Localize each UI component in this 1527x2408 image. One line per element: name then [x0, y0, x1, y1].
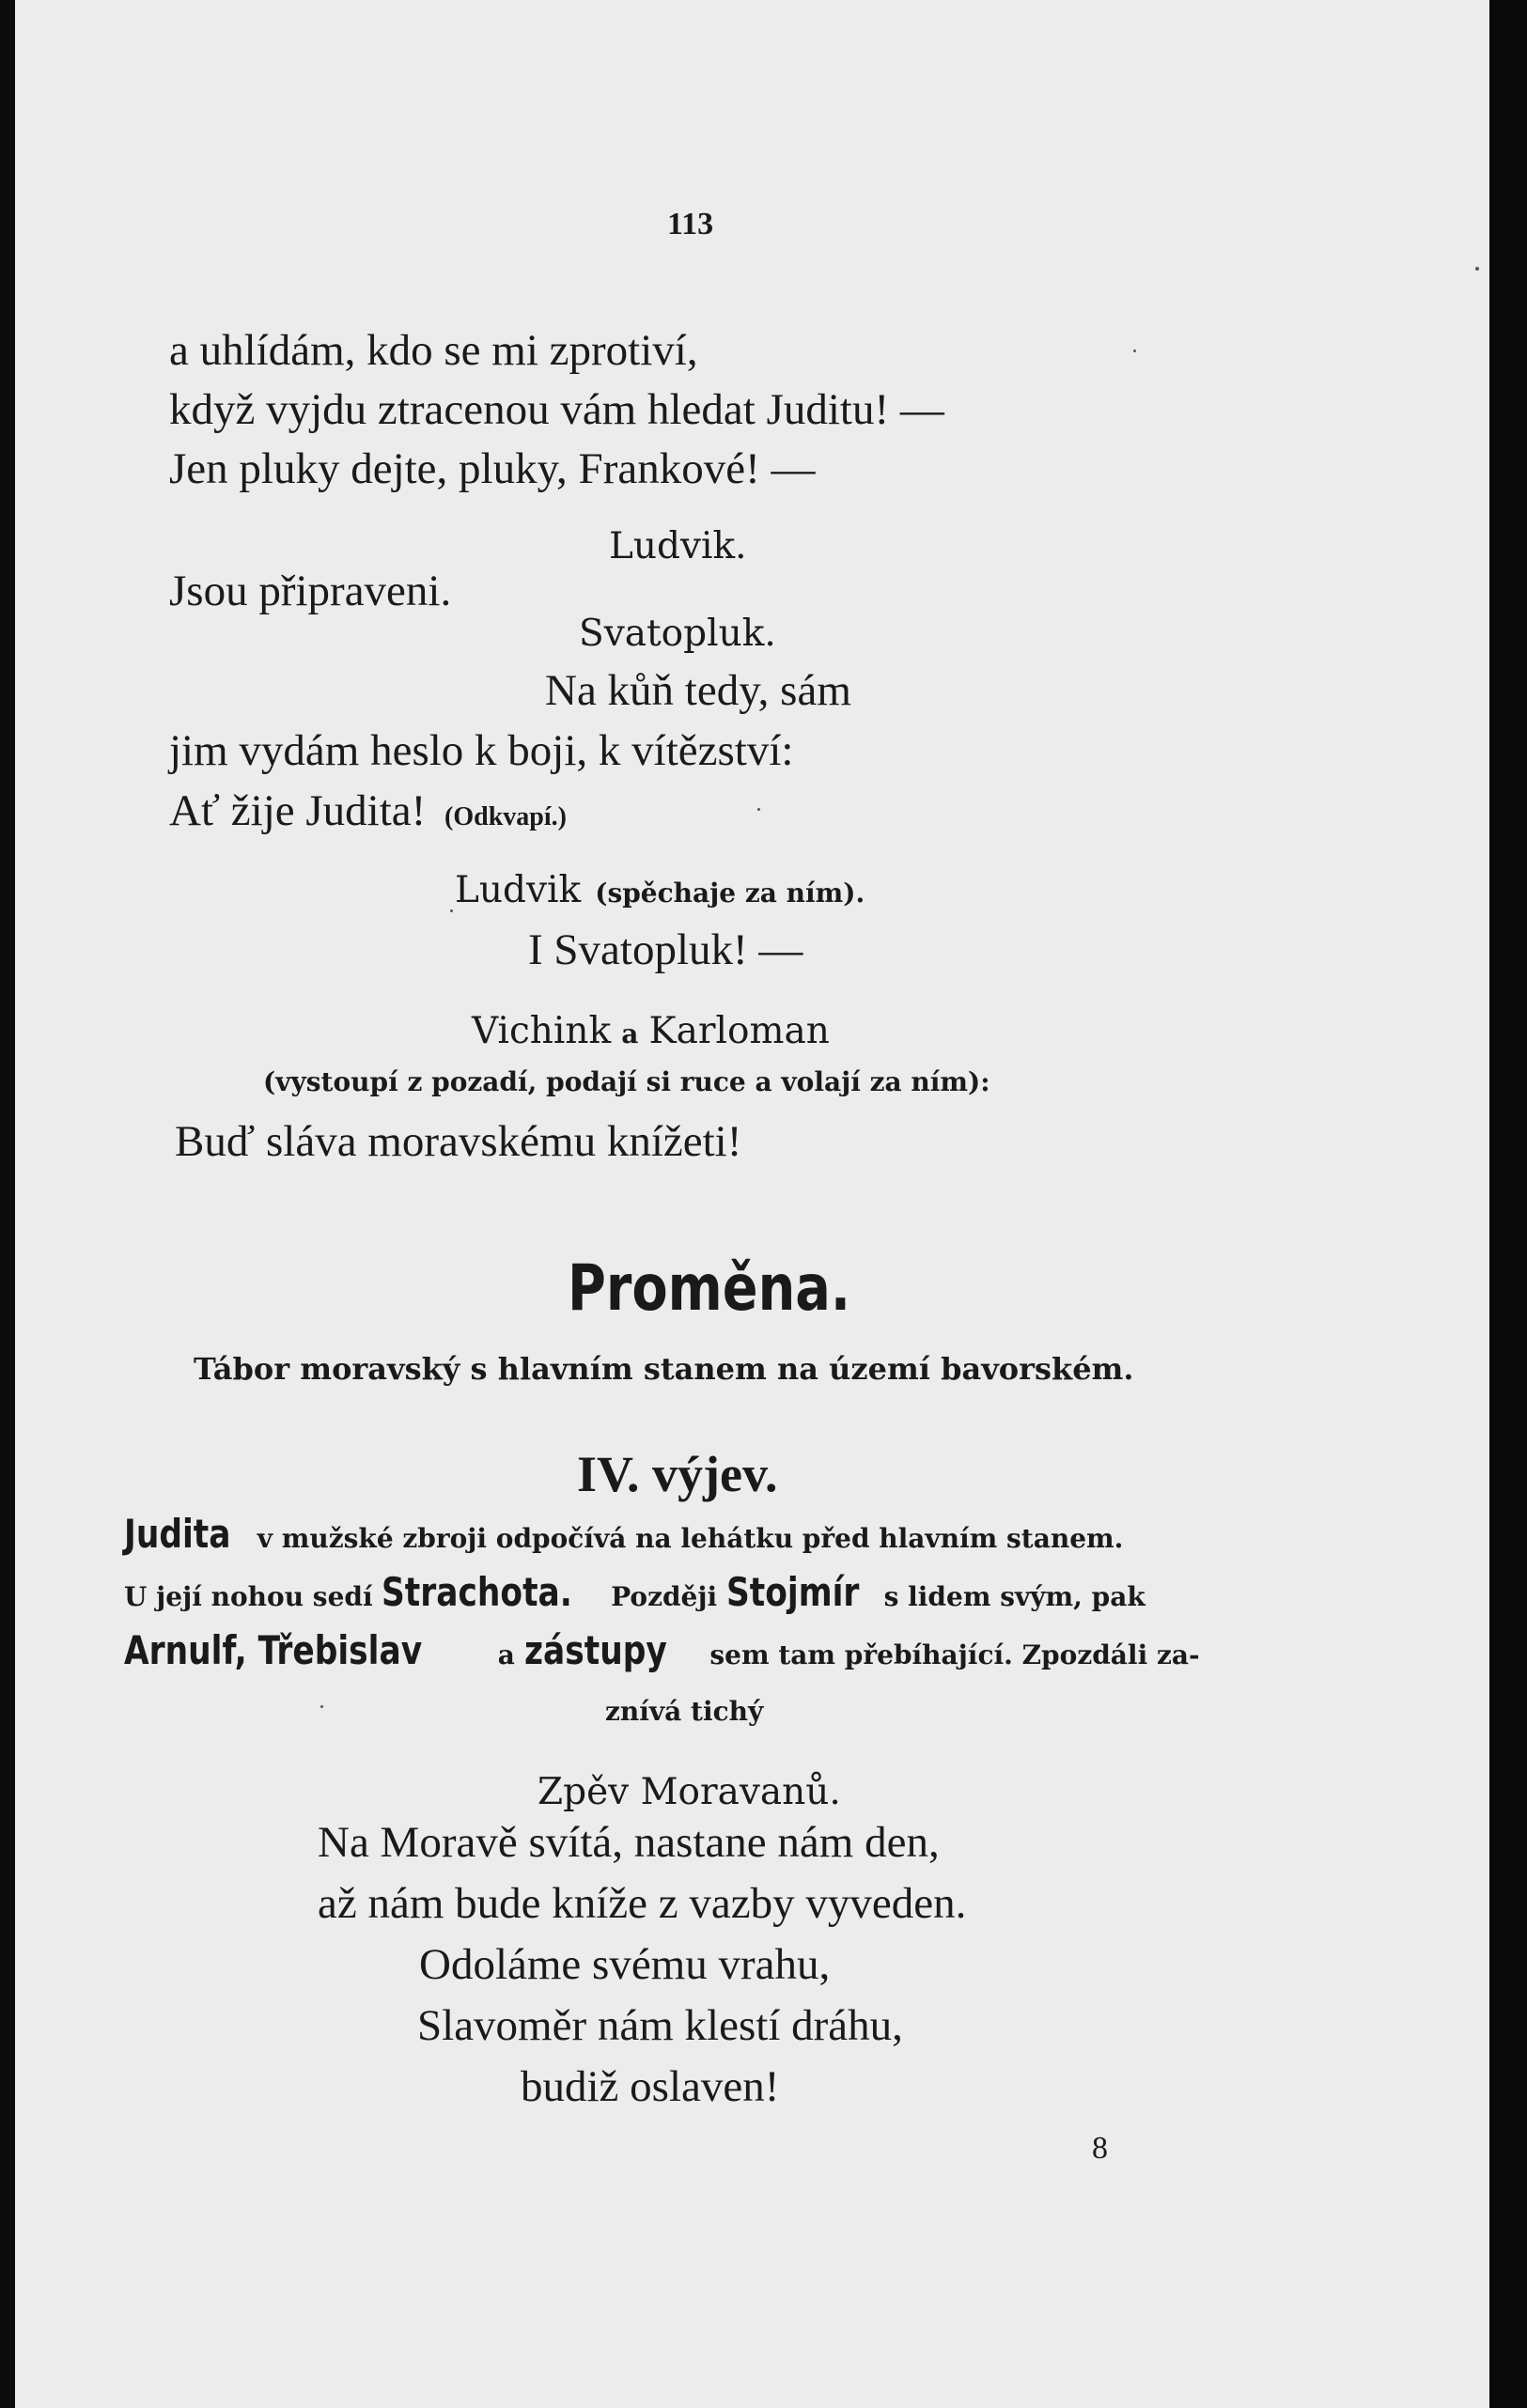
speaker-name: Vichink [472, 1010, 612, 1052]
character-name: Strachota. [382, 1569, 573, 1615]
verse-text: Ať žije Judita! [169, 786, 427, 835]
speaker-conjunction: a [621, 1018, 639, 1049]
page-number: 113 [667, 207, 714, 241]
paper-speck [1475, 267, 1479, 271]
stage-text: U její nohou sedí [124, 1581, 373, 1612]
change-subtitle: Tábor moravský s hlavním stanem na území bavorském. [194, 1351, 1134, 1387]
scan-edge-right [1489, 0, 1527, 2408]
stage-text: s lidem svým, pak [883, 1581, 1145, 1612]
stage-text: Později [611, 1581, 718, 1612]
verse-line: Na kůň tedy, sám [545, 666, 851, 715]
character-name: Stojmír [725, 1569, 860, 1615]
speaker-name: Ludvik [455, 869, 582, 911]
speaker-name: Ludvik. [609, 525, 747, 567]
speaker-name: Karloman [648, 1010, 830, 1052]
paper-speck [450, 909, 453, 912]
stage-direction: (Odkvapí.) [444, 802, 567, 831]
stage-paragraph-line: znívá tichý [605, 1696, 764, 1727]
paper-speck [1133, 350, 1136, 352]
paper-speck [320, 1705, 323, 1708]
stage-text: a [497, 1639, 515, 1670]
scan-edge-left [0, 0, 15, 2408]
song-verse: budiž oslaven! [521, 2062, 780, 2111]
verse-line: Jsou připraveni. [169, 567, 452, 615]
stage-text: v mužské zbroji odpočívá na lehátku před hlavním stanem. [257, 1523, 1124, 1554]
speaker-name: Svatopluk. [579, 613, 776, 655]
verse-line: I Svatopluk! — [528, 925, 803, 974]
stage-paragraph-line [124, 1511, 1124, 1557]
book-page [15, 0, 1489, 2408]
speaker-name: Zpěv Moravanů. [538, 1771, 841, 1813]
stage-paragraph-line [124, 1569, 1145, 1615]
character-name: zástupy [523, 1627, 667, 1673]
song-verse: Na Moravě svítá, nastane nám den, [318, 1818, 940, 1867]
stage-paragraph-line [124, 1627, 1200, 1673]
song-verse: až nám bude kníže z vazby vyveden. [318, 1879, 967, 1928]
stage-direction: (spěchaje za ním). [595, 878, 865, 909]
speaker-line [472, 1010, 830, 1052]
verse-line: a uhlídám, kdo se mi zprotiví, [169, 326, 698, 375]
paper-speck [757, 808, 760, 811]
song-verse: Odoláme svému vrahu, [419, 1940, 831, 1989]
verse-line: když vyjdu ztracenou vám hledat Juditu! — [169, 385, 944, 434]
song-verse: Slavoměr nám klestí dráhu, [417, 2001, 903, 2050]
stage-text: sem tam přebíhající. Zpozdáli za- [709, 1639, 1200, 1670]
scene-heading: IV. výjev. [577, 1446, 778, 1502]
signature-mark: 8 [1092, 2131, 1108, 2166]
verse-line: jim vydám heslo k boji, k vítězství: [169, 726, 794, 775]
speaker-line [455, 869, 865, 911]
verse-line: Jen pluky dejte, pluky, Frankové! — [169, 444, 816, 493]
verse-line [169, 786, 567, 835]
character-name: Arnulf, Třebislav [124, 1627, 423, 1673]
character-name: Judita [124, 1511, 231, 1557]
verse-line: Buď sláva moravskému knížeti! [175, 1117, 742, 1166]
change-title: Proměna. [568, 1251, 851, 1326]
stage-direction: (vystoupí z pozadí, podají si ruce a volají za ním): [263, 1066, 990, 1097]
